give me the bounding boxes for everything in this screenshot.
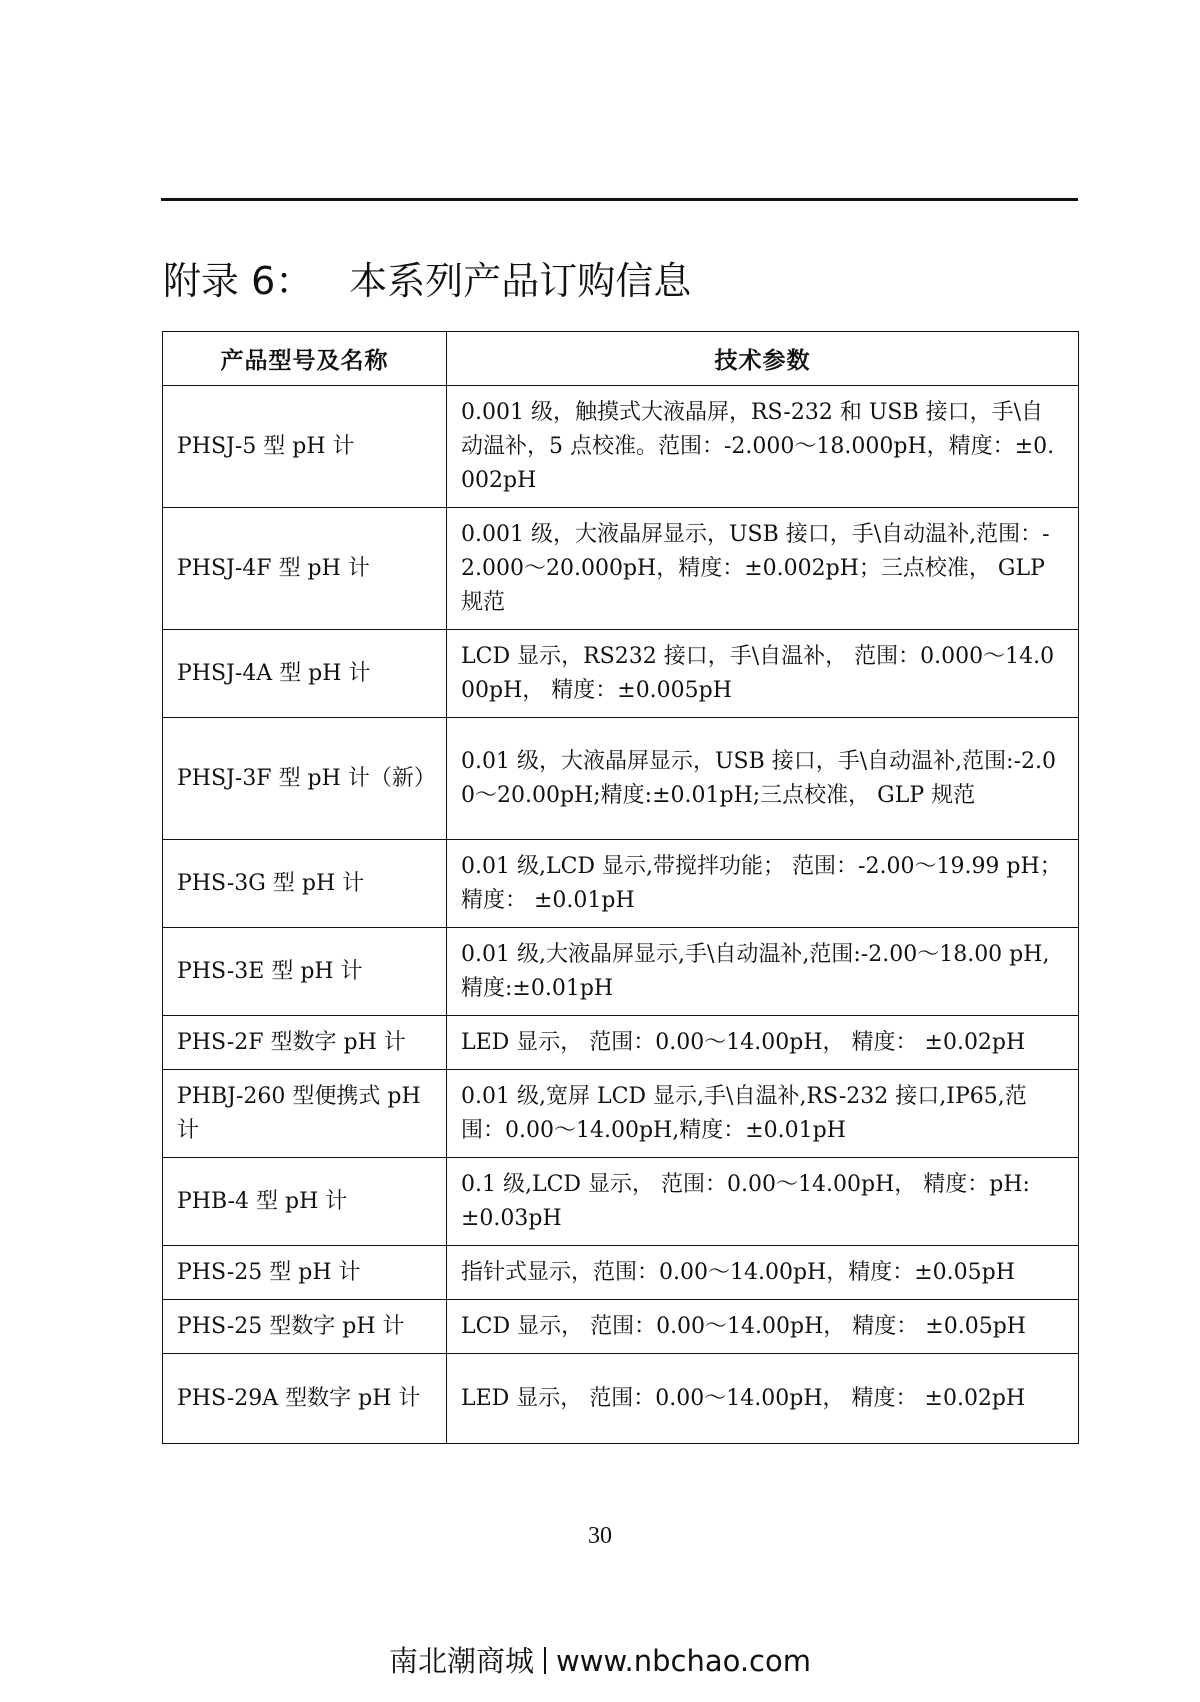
footer-brand-name: 南北潮商城: [389, 1644, 535, 1678]
model-cell: PHS-3E 型 pH 计: [163, 928, 447, 1016]
table-row: [163, 1300, 1079, 1354]
spec-cell: 指针式显示，范围：0.00～14.00pH，精度：±0.05pH: [447, 1246, 1079, 1300]
column-header-spec: 技术参数: [447, 332, 1079, 386]
table-row: [163, 718, 1079, 840]
table-row: [163, 1354, 1079, 1444]
footer-separator: [544, 1647, 546, 1674]
table-row: [163, 1158, 1079, 1246]
table-row: [163, 630, 1079, 718]
header-rule: [161, 198, 1078, 201]
spec-cell: LCD 显示， 范围：0.00～14.00pH， 精度： ±0.05pH: [447, 1300, 1079, 1354]
table-row: [163, 840, 1079, 928]
model-cell: PHS-3G 型 pH 计: [163, 840, 447, 928]
spec-cell: 0.001 级，大液晶屏显示，USB 接口，手\自动温补,范围：-2.000～20.000pH，精度：±0.002pH；三点校准， GLP 规范: [447, 508, 1079, 630]
model-cell: PHS-2F 型数字 pH 计: [163, 1016, 447, 1070]
product-spec-table: [162, 331, 1079, 1444]
table-row: [163, 1246, 1079, 1300]
table-row: [163, 1070, 1079, 1158]
spec-cell: LED 显示， 范围：0.00～14.00pH， 精度： ±0.02pH: [447, 1016, 1079, 1070]
table-row: [163, 928, 1079, 1016]
model-cell: PHBJ-260 型便携式 pH 计: [163, 1070, 447, 1158]
title-text: 本系列产品订购信息: [349, 259, 692, 303]
column-header-model: 产品型号及名称: [163, 332, 447, 386]
spec-cell: 0.01 级,大液晶屏显示,手\自动温补,范围:-2.00～18.00 pH,精度:±0.01pH: [447, 928, 1079, 1016]
model-cell: PHSJ-5 型 pH 计: [163, 386, 447, 508]
spec-cell: 0.001 级，触摸式大液晶屏，RS-232 和 USB 接口，手\自动温补，5 点校准。范围：-2.000～18.000pH，精度：±0.002pH: [447, 386, 1079, 508]
model-cell: PHS-25 型数字 pH 计: [163, 1300, 447, 1354]
table-row: [163, 508, 1079, 630]
spec-cell: 0.01 级,宽屏 LCD 显示,手\自温补,RS-232 接口,IP65,范围：0.00～14.00pH,精度：±0.01pH: [447, 1070, 1079, 1158]
table-row: [163, 386, 1079, 508]
footer-watermark: [0, 1639, 1200, 1680]
spec-cell: LED 显示， 范围：0.00～14.00pH， 精度： ±0.02pH: [447, 1354, 1079, 1444]
model-cell: PHB-4 型 pH 计: [163, 1158, 447, 1246]
spec-cell: 0.01 级，大液晶屏显示，USB 接口，手\自动温补,范围:-2.00～20.00pH;精度:±0.01pH;三点校准， GLP 规范: [447, 718, 1079, 840]
footer-url: www.nbchao.com: [556, 1644, 811, 1678]
model-cell: PHS-25 型 pH 计: [163, 1246, 447, 1300]
model-cell: PHSJ-3F 型 pH 计（新）: [163, 718, 447, 840]
table-header-row: [163, 332, 1079, 386]
spec-cell: 0.1 级,LCD 显示， 范围：0.00～14.00pH， 精度：pH:±0.03pH: [447, 1158, 1079, 1246]
spec-cell: 0.01 级,LCD 显示,带搅拌功能； 范围：-2.00～19.99 pH； 精度： ±0.01pH: [447, 840, 1079, 928]
page-title: [163, 254, 1063, 308]
appendix-label: 附录 6：: [163, 259, 314, 303]
model-cell: PHS-29A 型数字 pH 计: [163, 1354, 447, 1444]
model-cell: PHSJ-4A 型 pH 计: [163, 630, 447, 718]
spec-cell: LCD 显示，RS232 接口，手\自温补， 范围：0.000～14.000pH， 精度：±0.005pH: [447, 630, 1079, 718]
model-cell: PHSJ-4F 型 pH 计: [163, 508, 447, 630]
table-row: [163, 1016, 1079, 1070]
page-number: 30: [588, 1523, 612, 1549]
